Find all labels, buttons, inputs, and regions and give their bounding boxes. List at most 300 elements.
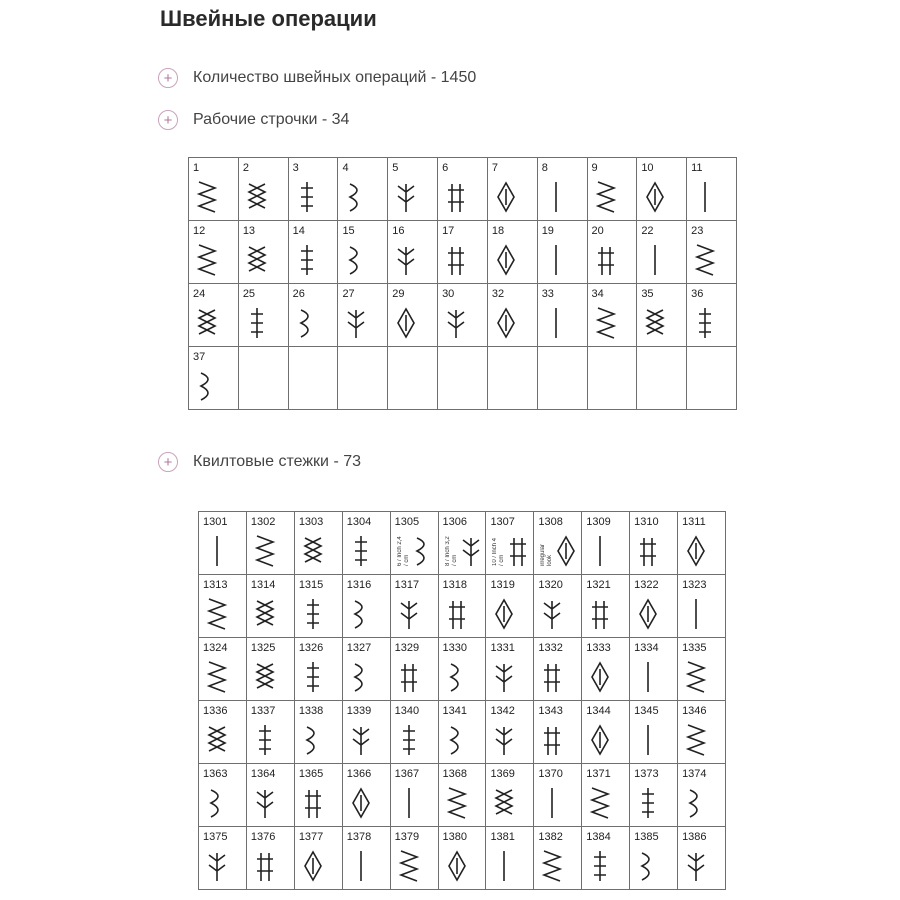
stitch-number: 12 (193, 225, 206, 237)
stitch-pattern-icon (641, 243, 669, 277)
work-stitch-cell (487, 347, 537, 410)
stitch-number: 1309 (586, 516, 611, 528)
stitch-number: 1368 (442, 768, 468, 780)
quilt-stitch-cell (582, 827, 630, 890)
quilt-stitch-cell (630, 638, 678, 701)
quilt-stitches-table (198, 511, 726, 890)
quilt-stitch-cell (199, 638, 247, 701)
stitch-pattern-icon (395, 660, 423, 694)
quilt-stitch-cell (486, 764, 534, 827)
stitch-pattern-icon (251, 660, 279, 694)
stitch-number: 7 (491, 162, 498, 174)
quilt-stitch-cell (534, 575, 582, 638)
work-stitch-cell (338, 284, 388, 347)
work-stitch-cell (587, 221, 637, 284)
stitch-number: 3 (292, 162, 299, 174)
stitch-number: 1302 (250, 516, 276, 528)
work-stitch-cell (687, 347, 737, 410)
stitch-number: 1334 (634, 642, 659, 654)
stitch-number: 34 (591, 288, 604, 300)
stitch-number: 19 (541, 225, 554, 237)
work-stitch-row (189, 158, 737, 221)
work-stitch-cell (687, 284, 737, 347)
stitch-pattern-icon (293, 306, 321, 340)
stitch-number: 1 (193, 162, 200, 174)
quilt-stitch-cell (342, 512, 390, 575)
stitch-pattern-icon (586, 723, 614, 757)
work-stitch-cell (487, 284, 537, 347)
stitch-number: 1339 (346, 705, 372, 717)
quilt-stitch-cell (246, 638, 294, 701)
stitch-number: 10 (641, 162, 654, 174)
plus-circle-icon[interactable]: + (158, 68, 178, 88)
stitch-pattern-icon (490, 597, 518, 631)
stitch-number: 4 (342, 162, 349, 174)
work-stitch-cell (438, 221, 488, 284)
stitch-number: 1311 (682, 516, 706, 528)
quilt-stitch-cell (630, 575, 678, 638)
quilt-stitch-cell (246, 512, 294, 575)
stitch-pattern-icon (592, 180, 620, 214)
quilt-stitch-cell (294, 701, 342, 764)
quilt-stitch-cell (534, 512, 582, 575)
work-stitch-cell (537, 284, 587, 347)
quilt-stitch-cell (678, 827, 726, 890)
work-stitch-cell (189, 221, 239, 284)
stitch-pattern-icon (442, 306, 470, 340)
stitch-number: 1318 (442, 579, 468, 591)
quilt-stitch-cell (294, 575, 342, 638)
work-stitch-cell (637, 347, 687, 410)
quilt-stitch-cell (342, 575, 390, 638)
section-work-stitches[interactable] (158, 108, 349, 132)
stitch-number: 1340 (394, 705, 420, 717)
stitch-number: 1324 (203, 642, 228, 654)
stitch-pattern-icon (342, 180, 370, 214)
work-stitch-cell (637, 221, 687, 284)
stitch-pattern-icon (634, 849, 662, 883)
work-stitch-cell (388, 284, 438, 347)
stitch-pattern-icon (691, 243, 719, 277)
stitch-number: 1310 (634, 516, 659, 528)
stitch-pattern-icon (490, 849, 518, 883)
work-stitch-cell (238, 284, 288, 347)
stitch-pattern-icon (203, 723, 231, 757)
stitch-pattern-icon (490, 723, 518, 757)
stitch-pattern-icon (251, 849, 279, 883)
stitch-number: 1342 (490, 705, 515, 717)
quilt-stitch-cell (199, 827, 247, 890)
stitch-pattern-icon (592, 243, 620, 277)
stitch-number: 23 (691, 225, 704, 237)
stitch-pattern-icon (682, 723, 710, 757)
quilt-stitch-row (199, 701, 726, 764)
stitch-number: 1313 (203, 579, 228, 591)
stitch-number: 1369 (490, 768, 515, 780)
stitch-number: 27 (342, 288, 355, 300)
quilt-stitch-cell (678, 512, 726, 575)
work-stitch-cell (487, 158, 537, 221)
stitch-number: 1327 (346, 642, 372, 654)
stitch-number: 1320 (538, 579, 563, 591)
stitch-pattern-icon (243, 243, 271, 277)
stitch-number: 1308 (538, 516, 563, 528)
stitch-number: 1305 (394, 516, 420, 528)
stitch-number: 1306 (442, 516, 468, 528)
stitch-pattern-icon (342, 306, 370, 340)
stitch-pattern-icon (342, 243, 370, 277)
stitch-number: 1336 (203, 705, 228, 717)
quilt-stitch-cell (294, 512, 342, 575)
stitch-number: 1373 (634, 768, 659, 780)
section-quilt-stitches[interactable] (158, 450, 361, 474)
quilt-stitch-cell (582, 575, 630, 638)
stitch-number: 37 (193, 351, 206, 363)
quilt-stitch-cell (246, 827, 294, 890)
stitch-pattern-icon (203, 660, 231, 694)
stitch-pattern-icon (682, 849, 710, 883)
stitch-number: 1314 (250, 579, 276, 591)
quilt-stitch-cell (294, 827, 342, 890)
quilt-stitch-cell (342, 764, 390, 827)
quilt-stitch-cell (630, 512, 678, 575)
quilt-stitch-cell (390, 701, 438, 764)
stitch-number: 1381 (490, 831, 515, 843)
work-stitch-cell (338, 347, 388, 410)
work-stitch-cell (189, 158, 239, 221)
stitch-pattern-icon (392, 243, 420, 277)
stitch-number: 30 (442, 288, 455, 300)
work-stitch-cell (637, 158, 687, 221)
work-stitch-row (189, 347, 737, 410)
stitch-number: 1303 (298, 516, 324, 528)
stitch-pattern-icon (299, 660, 327, 694)
quilt-stitch-cell (390, 764, 438, 827)
stitch-pattern-icon (251, 723, 279, 757)
work-stitch-cell (587, 284, 637, 347)
stitch-pattern-icon (392, 306, 420, 340)
stitch-pattern-icon (457, 534, 485, 568)
stitch-pattern-icon (293, 180, 321, 214)
work-stitch-cell (537, 221, 587, 284)
work-stitch-cell (388, 221, 438, 284)
work-stitch-cell (338, 221, 388, 284)
stitch-number: 1329 (394, 642, 420, 654)
stitch-number: 1321 (586, 579, 611, 591)
stitch-number: 9 (591, 162, 598, 174)
stitch-note: irregular look (540, 543, 554, 566)
section-label: Количество швейных операций - 1450 (193, 69, 477, 86)
stitch-pattern-icon (251, 597, 279, 631)
stitch-pattern-icon (641, 306, 669, 340)
stitch-number: 1333 (586, 642, 611, 654)
stitch-number: 1326 (298, 642, 324, 654)
stitch-number: 1375 (203, 831, 228, 843)
quilt-stitch-cell (534, 638, 582, 701)
stitch-pattern-icon (538, 849, 566, 883)
stitch-pattern-icon (299, 534, 327, 568)
work-stitch-cell (288, 158, 338, 221)
work-stitch-cell (587, 158, 637, 221)
stitch-pattern-icon (538, 723, 566, 757)
stitch-pattern-icon (299, 849, 327, 883)
stitch-pattern-icon (592, 306, 620, 340)
stitch-number: 1322 (634, 579, 659, 591)
quilt-stitch-cell (486, 827, 534, 890)
quilt-stitch-cell (486, 638, 534, 701)
stitch-pattern-icon (395, 849, 423, 883)
stitch-pattern-icon (203, 534, 231, 568)
stitch-number: 16 (392, 225, 405, 237)
stitch-number: 1380 (442, 831, 468, 843)
stitch-pattern-icon (203, 597, 231, 631)
stitch-pattern-icon (538, 597, 566, 631)
stitch-number: 1378 (346, 831, 372, 843)
section-label: Рабочие строчки - 34 (193, 111, 350, 128)
quilt-stitch-cell (246, 575, 294, 638)
stitch-number: 1345 (634, 705, 659, 717)
stitch-pattern-icon (193, 180, 221, 214)
stitch-number: 13 (242, 225, 256, 237)
work-stitch-cell (487, 221, 537, 284)
stitch-number: 1377 (298, 831, 324, 843)
stitch-pattern-icon (299, 723, 327, 757)
stitch-number: 1301 (203, 516, 228, 528)
quilt-stitch-row (199, 827, 726, 890)
work-stitch-cell (687, 158, 737, 221)
quilt-stitch-cell (534, 701, 582, 764)
stitch-number: 1317 (394, 579, 420, 591)
stitch-pattern-icon (492, 306, 520, 340)
quilt-stitch-cell (390, 575, 438, 638)
stitch-pattern-icon (395, 597, 423, 631)
work-stitch-cell (537, 347, 587, 410)
stitch-number: 29 (392, 288, 405, 300)
stitch-number: 1323 (682, 579, 707, 591)
stitch-pattern-icon (293, 243, 321, 277)
stitch-pattern-icon (347, 534, 375, 568)
stitch-pattern-icon (395, 723, 423, 757)
work-stitch-cell (637, 284, 687, 347)
work-stitch-cell (438, 347, 488, 410)
work-stitch-cell (288, 221, 338, 284)
stitch-pattern-icon (443, 849, 471, 883)
stitch-number: 1379 (394, 831, 420, 843)
stitch-note: 8 / Inch 3,2 / cm (444, 536, 458, 566)
section-total-operations[interactable] (158, 66, 476, 90)
quilt-stitch-cell (199, 764, 247, 827)
stitch-pattern-icon (492, 243, 520, 277)
stitch-pattern-icon (243, 180, 271, 214)
quilt-stitch-cell (630, 764, 678, 827)
stitch-number: 1325 (250, 642, 276, 654)
stitch-number: 35 (641, 288, 654, 300)
quilt-stitch-cell (246, 701, 294, 764)
stitch-pattern-icon (538, 786, 566, 820)
quilt-stitch-cell (486, 701, 534, 764)
work-stitch-cell (438, 158, 488, 221)
stitch-number: 1382 (538, 831, 563, 843)
stitch-number: 1307 (490, 516, 515, 528)
stitch-pattern-icon (542, 180, 570, 214)
stitch-pattern-icon (299, 597, 327, 631)
quilt-stitch-cell (582, 764, 630, 827)
stitch-number: 1304 (346, 516, 372, 528)
stitch-number: 1337 (250, 705, 276, 717)
quilt-stitch-cell (582, 701, 630, 764)
work-stitch-row (189, 221, 737, 284)
stitch-pattern-icon (443, 723, 471, 757)
stitch-pattern-icon (586, 660, 614, 694)
stitch-number: 1338 (298, 705, 324, 717)
stitch-pattern-icon (634, 597, 662, 631)
work-stitch-cell (388, 347, 438, 410)
stitch-pattern-icon (538, 660, 566, 694)
stitch-number: 1385 (634, 831, 659, 843)
stitch-pattern-icon (586, 597, 614, 631)
stitch-number: 1315 (298, 579, 324, 591)
stitch-pattern-icon (347, 723, 375, 757)
quilt-stitch-cell (199, 512, 247, 575)
quilt-stitch-cell (678, 638, 726, 701)
stitch-pattern-icon (203, 849, 231, 883)
stitch-number: 14 (292, 225, 305, 237)
quilt-stitch-cell (438, 575, 486, 638)
section-label: Квилтовые стежки - 73 (193, 453, 362, 470)
stitch-number: 1344 (586, 705, 611, 717)
stitch-pattern-icon (442, 180, 470, 214)
stitch-pattern-icon (251, 534, 279, 568)
quilt-stitch-cell (342, 638, 390, 701)
stitch-pattern-icon (392, 180, 420, 214)
stitch-pattern-icon (193, 306, 221, 340)
stitch-pattern-icon (347, 597, 375, 631)
quilt-stitch-cell (678, 764, 726, 827)
work-stitch-cell (288, 284, 338, 347)
stitch-number: 1364 (250, 768, 276, 780)
quilt-stitch-cell (199, 575, 247, 638)
quilt-stitch-cell (534, 827, 582, 890)
stitch-pattern-icon (634, 660, 662, 694)
stitch-number: 22 (641, 225, 654, 237)
stitch-number: 26 (292, 288, 305, 300)
stitch-pattern-icon (492, 180, 520, 214)
stitch-pattern-icon (347, 660, 375, 694)
stitch-pattern-icon (586, 534, 614, 568)
stitch-number: 15 (342, 225, 355, 237)
stitch-pattern-icon (682, 534, 710, 568)
stitch-pattern-icon (299, 786, 327, 820)
stitch-number: 2 (242, 162, 249, 174)
quilt-stitch-cell (438, 701, 486, 764)
quilt-stitch-cell (390, 512, 438, 575)
stitch-pattern-icon (552, 534, 580, 568)
stitch-number: 17 (442, 225, 455, 237)
quilt-stitch-cell (630, 827, 678, 890)
plus-circle-icon[interactable]: + (158, 452, 178, 472)
stitch-number: 5 (392, 162, 399, 174)
stitch-number: 1374 (682, 768, 707, 780)
stitch-number: 1335 (682, 642, 707, 654)
work-stitch-cell (288, 347, 338, 410)
work-stitch-cell (537, 158, 587, 221)
stitch-pattern-icon (504, 534, 532, 568)
stitch-number: 1346 (682, 705, 707, 717)
work-stitch-cell (338, 158, 388, 221)
stitch-pattern-icon (691, 180, 719, 214)
stitch-pattern-icon (347, 849, 375, 883)
stitch-number: 33 (541, 288, 554, 300)
stitch-pattern-icon (203, 786, 231, 820)
stitch-pattern-icon (586, 786, 614, 820)
stitch-pattern-icon (490, 786, 518, 820)
quilt-stitch-cell (582, 638, 630, 701)
stitch-pattern-icon (691, 306, 719, 340)
work-stitch-cell (587, 347, 637, 410)
work-stitch-cell (189, 284, 239, 347)
stitch-number: 1366 (346, 768, 372, 780)
stitch-note: 10 / Inch 4 / cm (492, 537, 506, 566)
quilt-stitch-cell (630, 701, 678, 764)
stitch-pattern-icon (682, 786, 710, 820)
stitch-pattern-icon (641, 180, 669, 214)
stitch-number: 25 (242, 288, 256, 300)
quilt-stitch-cell (390, 827, 438, 890)
stitch-number: 1371 (586, 768, 611, 780)
stitch-pattern-icon (634, 786, 662, 820)
stitch-pattern-icon (443, 786, 471, 820)
quilt-stitch-cell (199, 701, 247, 764)
stitch-pattern-icon (542, 306, 570, 340)
stitch-pattern-icon (586, 849, 614, 883)
stitch-pattern-icon (682, 597, 710, 631)
stitch-number: 6 (442, 162, 449, 174)
stitch-number: 1376 (250, 831, 276, 843)
quilt-stitch-cell (246, 764, 294, 827)
quilt-stitch-cell (486, 575, 534, 638)
stitch-note: 6 / Inch 2,4 / cm (396, 536, 410, 566)
stitch-pattern-icon (347, 786, 375, 820)
stitch-pattern-icon (442, 243, 470, 277)
quilt-stitch-cell (438, 638, 486, 701)
stitch-pattern-icon (193, 369, 221, 403)
stitch-pattern-icon (634, 723, 662, 757)
stitch-number: 1363 (203, 768, 228, 780)
work-stitch-cell (238, 347, 288, 410)
quilt-stitch-cell (678, 701, 726, 764)
stitch-pattern-icon (634, 534, 662, 568)
work-stitch-row (189, 284, 737, 347)
work-stitch-cell (687, 221, 737, 284)
stitch-number: 1341 (442, 705, 468, 717)
quilt-stitch-cell (294, 638, 342, 701)
quilt-stitch-cell (390, 638, 438, 701)
quilt-stitch-row (199, 638, 726, 701)
stitch-pattern-icon (395, 786, 423, 820)
stitch-number: 32 (491, 288, 505, 300)
quilt-stitch-cell (534, 764, 582, 827)
stitch-number: 1343 (538, 705, 563, 717)
stitch-pattern-icon (193, 243, 221, 277)
stitch-number: 1386 (682, 831, 707, 843)
work-stitch-cell (238, 158, 288, 221)
plus-circle-icon[interactable]: + (158, 110, 178, 130)
stitch-number: 1384 (586, 831, 611, 843)
work-stitch-cell (189, 347, 239, 410)
quilt-stitch-cell (294, 764, 342, 827)
stitch-number: 1316 (346, 579, 372, 591)
quilt-stitch-cell (486, 512, 534, 575)
